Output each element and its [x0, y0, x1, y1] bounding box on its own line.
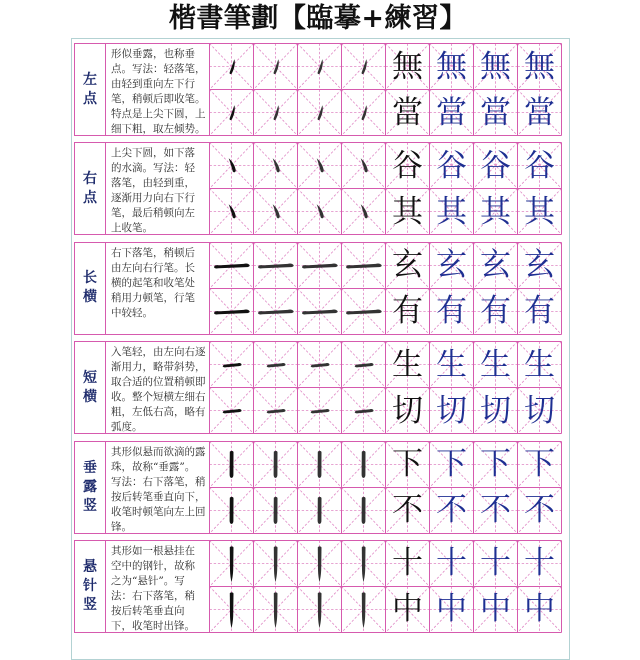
stroke-section	[74, 441, 562, 534]
model-character: 十	[392, 545, 423, 582]
stroke-name-box	[74, 540, 106, 633]
description-line: 点。写法：轻落笔，	[111, 63, 206, 75]
practice-grid	[209, 341, 562, 434]
model-character: 切	[392, 392, 423, 429]
description-line: 粗，左低右高，略有	[111, 406, 206, 419]
left-dot-stroke-icon	[230, 59, 235, 74]
description-line: 渐用力，略带斜势，	[111, 361, 206, 374]
trace-character: 中	[480, 591, 511, 628]
description-line: 特点是上尖下圆，上	[111, 108, 206, 120]
right-dot-stroke-icon	[361, 159, 368, 173]
description-line: 逐渐用力向右下行	[111, 192, 195, 205]
trace-character: 有	[480, 293, 511, 330]
trace-character: 有	[524, 293, 555, 330]
hanging-dew-vertical-stroke-icon	[274, 496, 278, 523]
description-line: 上收笔。	[111, 222, 153, 235]
description-line: 锋。	[111, 520, 132, 533]
trace-character: 中	[436, 591, 467, 628]
hanging-dew-vertical-stroke-icon	[318, 496, 322, 523]
trace-character: 其	[436, 193, 467, 230]
description-line: 由左向右行笔。长	[111, 261, 195, 274]
trace-character: 不	[480, 492, 511, 529]
stroke-name-box	[74, 441, 106, 534]
right-dot-stroke-icon	[229, 205, 236, 219]
suspended-needle-vertical-stroke-icon	[274, 592, 278, 628]
model-character: 不	[392, 492, 423, 529]
description-line: 其形如一根悬挂在	[111, 544, 195, 557]
trace-character: 下	[436, 446, 467, 483]
right-dot-stroke-icon	[317, 205, 324, 219]
model-character: 中	[392, 591, 423, 628]
stroke-name-label: 左点	[83, 71, 97, 107]
stroke-section	[74, 341, 562, 434]
trace-character: 不	[436, 492, 467, 529]
trace-character: 當	[524, 94, 555, 131]
model-character: 生	[392, 346, 423, 383]
trace-character: 中	[524, 591, 555, 628]
trace-character: 玄	[436, 247, 467, 284]
description-line: 收笔时顿笔向左上回	[111, 505, 206, 518]
trace-character: 生	[480, 346, 511, 383]
description-line: 横的起笔和收笔处	[111, 276, 195, 289]
left-dot-stroke-icon	[318, 105, 323, 120]
description-line: 中较轻。	[111, 306, 153, 319]
suspended-needle-vertical-stroke-icon	[362, 592, 366, 628]
model-character: 當	[392, 94, 423, 131]
trace-character: 當	[436, 94, 467, 131]
left-dot-stroke-icon	[274, 105, 279, 120]
right-dot-stroke-icon	[361, 205, 368, 219]
description-line: 其形似悬而欲滴的露	[111, 445, 206, 458]
stroke-name-box	[74, 341, 106, 434]
trace-character: 玄	[524, 247, 555, 284]
stroke-description	[105, 242, 210, 335]
stroke-name-box	[74, 242, 106, 335]
stroke-description	[105, 43, 210, 136]
stroke-name-label: 右点	[83, 170, 97, 206]
trace-character: 玄	[480, 247, 511, 284]
description-line: 取合适的位置稍顿即	[111, 376, 206, 389]
hanging-dew-vertical-stroke-icon	[230, 450, 234, 477]
description-line: 笔，稍顿后即收笔。	[111, 93, 206, 105]
suspended-needle-vertical-stroke-icon	[230, 546, 234, 582]
model-character: 下	[392, 446, 423, 483]
stroke-section	[74, 43, 562, 136]
trace-character: 生	[436, 346, 467, 383]
stroke-name-label: 垂露竖	[83, 459, 97, 514]
description-line: 法：右下落笔，稍	[111, 589, 195, 602]
hanging-dew-vertical-stroke-icon	[318, 450, 322, 477]
practice-grid	[209, 242, 562, 335]
stroke-name-label: 短横	[83, 369, 97, 405]
trace-character: 當	[480, 94, 511, 131]
trace-character: 谷	[436, 147, 467, 184]
left-dot-stroke-icon	[362, 105, 367, 120]
stroke-description	[105, 540, 210, 633]
description-line: 由轻到重向左下行	[111, 78, 195, 90]
model-character: 其	[392, 193, 423, 230]
left-dot-stroke-icon	[318, 59, 323, 74]
trace-character: 谷	[480, 147, 511, 184]
suspended-needle-vertical-stroke-icon	[318, 546, 322, 582]
description-line: 细下粗，取左倾势。	[111, 123, 206, 135]
right-dot-stroke-icon	[273, 159, 280, 173]
description-line: 按后转笔垂直向下，	[111, 490, 206, 503]
stroke-name-box	[74, 43, 106, 136]
practice-sections	[74, 43, 562, 633]
trace-character: 生	[524, 346, 555, 383]
trace-character: 有	[436, 293, 467, 330]
trace-character: 不	[524, 492, 555, 529]
description-line: 右下落笔，稍顿后	[111, 246, 195, 259]
trace-character: 無	[480, 48, 511, 85]
trace-character: 十	[480, 545, 511, 582]
practice-grid	[209, 441, 562, 534]
model-character: 玄	[392, 247, 423, 284]
right-dot-stroke-icon	[317, 159, 324, 173]
trace-character: 谷	[524, 147, 555, 184]
description-line: 稍用力顿笔，行笔	[111, 291, 195, 304]
left-dot-stroke-icon	[362, 59, 367, 74]
description-line: 形似垂露，也称垂	[111, 48, 195, 60]
trace-character: 下	[480, 446, 511, 483]
trace-character: 下	[524, 446, 555, 483]
model-character: 無	[392, 48, 423, 85]
model-character: 有	[392, 293, 423, 330]
trace-character: 無	[436, 48, 467, 85]
description-line: 笔，最后稍顿向左	[111, 207, 195, 220]
trace-character: 切	[524, 392, 555, 429]
left-dot-stroke-icon	[230, 105, 235, 120]
trace-character: 無	[524, 48, 555, 85]
description-line: 落笔，由轻到重，	[111, 177, 195, 190]
trace-character: 切	[436, 392, 467, 429]
stroke-description	[105, 441, 210, 534]
trace-character: 其	[480, 193, 511, 230]
right-dot-stroke-icon	[273, 205, 280, 219]
description-line: 入笔轻，由左向右逐	[111, 346, 206, 359]
description-line: 弧度。	[111, 421, 143, 434]
hanging-dew-vertical-stroke-icon	[230, 496, 234, 523]
trace-character: 切	[480, 392, 511, 429]
left-dot-stroke-icon	[274, 59, 279, 74]
stroke-name-label: 悬针竖	[83, 558, 97, 613]
suspended-needle-vertical-stroke-icon	[318, 592, 322, 628]
hanging-dew-vertical-stroke-icon	[274, 450, 278, 477]
description-line: 空中的钢针，故称	[111, 559, 195, 572]
stroke-description	[105, 142, 210, 235]
description-line: 珠，故称“垂露”。	[111, 460, 196, 473]
description-line: 上尖下圆，如下落	[111, 147, 195, 160]
hanging-dew-vertical-stroke-icon	[362, 450, 366, 477]
description-line: 按后转笔垂直向	[111, 604, 185, 617]
description-line: 收。整个短横左细右	[111, 391, 206, 404]
right-dot-stroke-icon	[229, 159, 236, 173]
trace-character: 十	[524, 545, 555, 582]
description-line: 下，收笔时出锋。	[111, 619, 195, 632]
trace-character: 其	[524, 193, 555, 230]
suspended-needle-vertical-stroke-icon	[362, 546, 366, 582]
page-title: 楷書筆劃【臨摹+練習】	[168, 3, 468, 34]
stroke-name-box	[74, 142, 106, 235]
stroke-name-label: 长横	[83, 270, 97, 306]
practice-grid	[209, 540, 562, 633]
practice-grid	[209, 142, 562, 235]
stroke-section	[74, 142, 562, 235]
hanging-dew-vertical-stroke-icon	[362, 496, 366, 523]
description-line: 之为“悬针”。写	[111, 574, 185, 587]
suspended-needle-vertical-stroke-icon	[274, 546, 278, 582]
model-character: 谷	[392, 147, 423, 184]
trace-character: 十	[436, 545, 467, 582]
suspended-needle-vertical-stroke-icon	[230, 592, 234, 628]
practice-grid	[209, 43, 562, 136]
stroke-section	[74, 242, 562, 335]
stroke-description	[105, 341, 210, 434]
description-line: 的水滴。写法：轻	[111, 162, 195, 175]
stroke-section	[74, 540, 562, 633]
description-line: 写法：右下落笔，稍	[111, 475, 206, 488]
